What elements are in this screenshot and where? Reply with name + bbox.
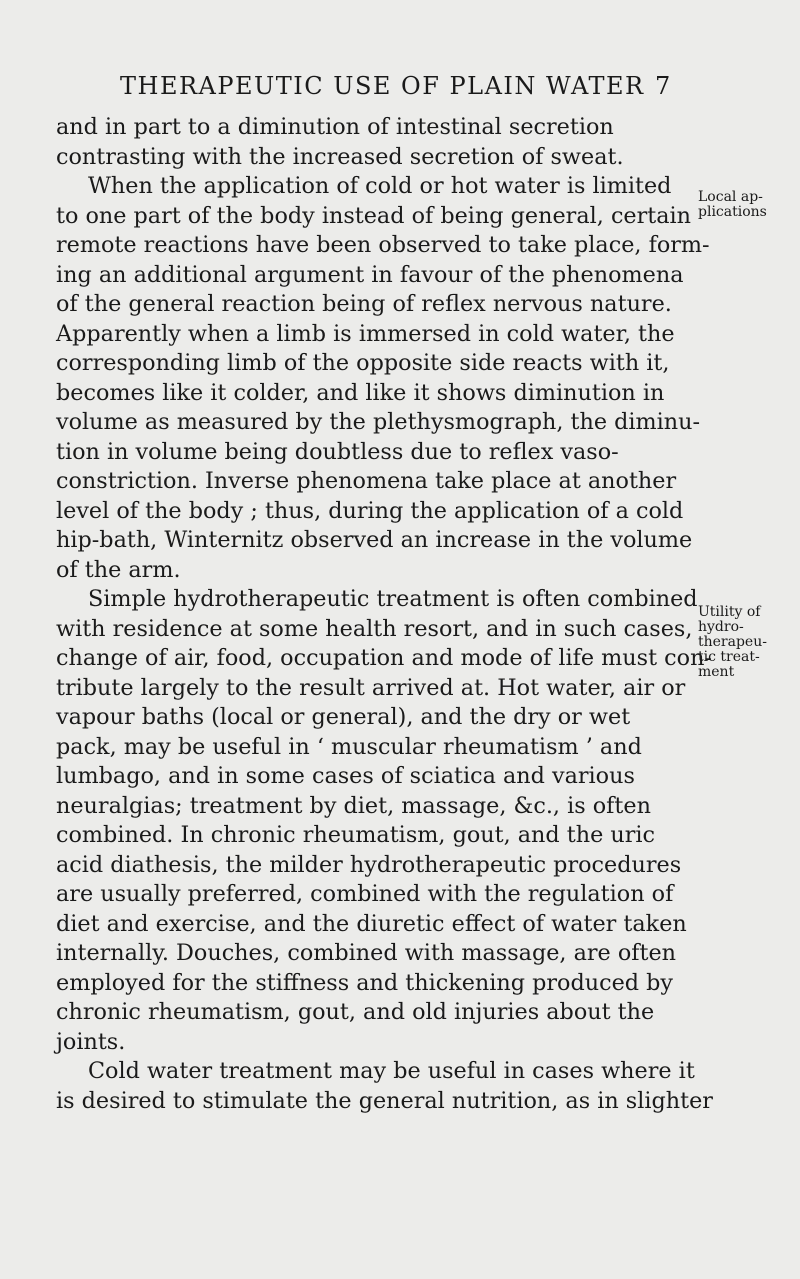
text-line: of the arm. bbox=[56, 556, 181, 583]
text-line: internally. Douches, combined with massage, are often bbox=[56, 940, 677, 966]
text-line: vapour baths (local or general), and the dry or wet bbox=[56, 704, 631, 730]
text-line: neuralgias; treatment by diet, massage, &c., is often bbox=[56, 792, 651, 819]
margin-note-line: hydro- bbox=[698, 619, 744, 635]
text-line: ing an additional argument in favour of the phenomena bbox=[56, 261, 684, 288]
text-line: Apparently when a limb is immersed in cold water, the bbox=[56, 320, 675, 347]
text-line: chronic rheumatism, gout, and old injuries about the bbox=[56, 999, 655, 1025]
text-line: change of air, food, occupation and mode of life must con- bbox=[56, 645, 712, 671]
text-line: volume as measured by the plethysmograph, the diminu- bbox=[56, 409, 701, 435]
body-text bbox=[56, 113, 713, 1116]
text-line: tion in volume being doubtless due to reflex vaso- bbox=[56, 438, 619, 465]
paragraph-start-line: Simple hydrotherapeutic treatment is often combined bbox=[88, 586, 698, 612]
margin-note-line: Local ap- bbox=[698, 189, 763, 205]
page-header bbox=[120, 72, 680, 112]
text-line: to one part of the body instead of being general, certain bbox=[56, 202, 692, 229]
text-line: level of the body ; thus, during the application of a cold bbox=[56, 497, 684, 524]
text-line: with residence at some health resort, and in such cases, bbox=[56, 615, 693, 642]
text-line: contrasting with the increased secretion of sweat. bbox=[56, 143, 624, 170]
text-line: lumbago, and in some cases of sciatica and various bbox=[56, 763, 635, 789]
margin-note-utility-of-hydrotherapeutic-treatment bbox=[698, 605, 798, 680]
margin-note-line: tic treat- bbox=[698, 649, 760, 665]
text-line: of the general reaction being of reflex nervous nature. bbox=[56, 291, 672, 317]
paragraph-start-line: Cold water treatment may be useful in cases where it bbox=[88, 1058, 695, 1084]
margin-note-line: Utility of bbox=[698, 604, 761, 620]
text-line: tribute largely to the result arrived at. Hot water, air or bbox=[56, 674, 686, 701]
text-line: employed for the stiffness and thickening produced by bbox=[56, 969, 674, 996]
margin-note-local-applications bbox=[698, 190, 798, 220]
text-line: remote reactions have been observed to take place, form- bbox=[56, 232, 710, 258]
text-line: corresponding limb of the opposite side reacts with it, bbox=[56, 350, 670, 376]
paragraph-start-line: When the application of cold or hot water is limited bbox=[88, 173, 672, 199]
text-line: is desired to stimulate the general nutrition, as in slighter bbox=[56, 1087, 713, 1114]
text-line: becomes like it colder, and like it shows diminution in bbox=[56, 379, 665, 406]
text-line: are usually preferred, combined with the regulation of bbox=[56, 881, 674, 907]
text-line: constriction. Inverse phenomena take place at another bbox=[56, 468, 677, 494]
margin-note-line: therapeu- bbox=[698, 634, 767, 650]
running-title: THERAPEUTIC USE OF PLAIN WATER bbox=[120, 72, 645, 100]
text-line: hip-bath, Winternitz observed an increase in the volume bbox=[56, 527, 693, 553]
text-line: pack, may be useful in ‘ muscular rheumatism ’ and bbox=[56, 733, 642, 760]
text-line: and in part to a diminution of intestinal secretion bbox=[56, 114, 614, 140]
text-line: diet and exercise, and the diuretic effect of water taken bbox=[56, 910, 687, 937]
text-line: acid diathesis, the milder hydrotherapeutic procedures bbox=[56, 851, 682, 878]
text-line: joints. bbox=[56, 1028, 126, 1055]
text-line: combined. In chronic rheumatism, gout, and the uric bbox=[56, 822, 656, 848]
page-number: 7 bbox=[655, 72, 671, 100]
margin-note-line: plications bbox=[698, 204, 767, 220]
margin-note-line: ment bbox=[698, 664, 735, 680]
